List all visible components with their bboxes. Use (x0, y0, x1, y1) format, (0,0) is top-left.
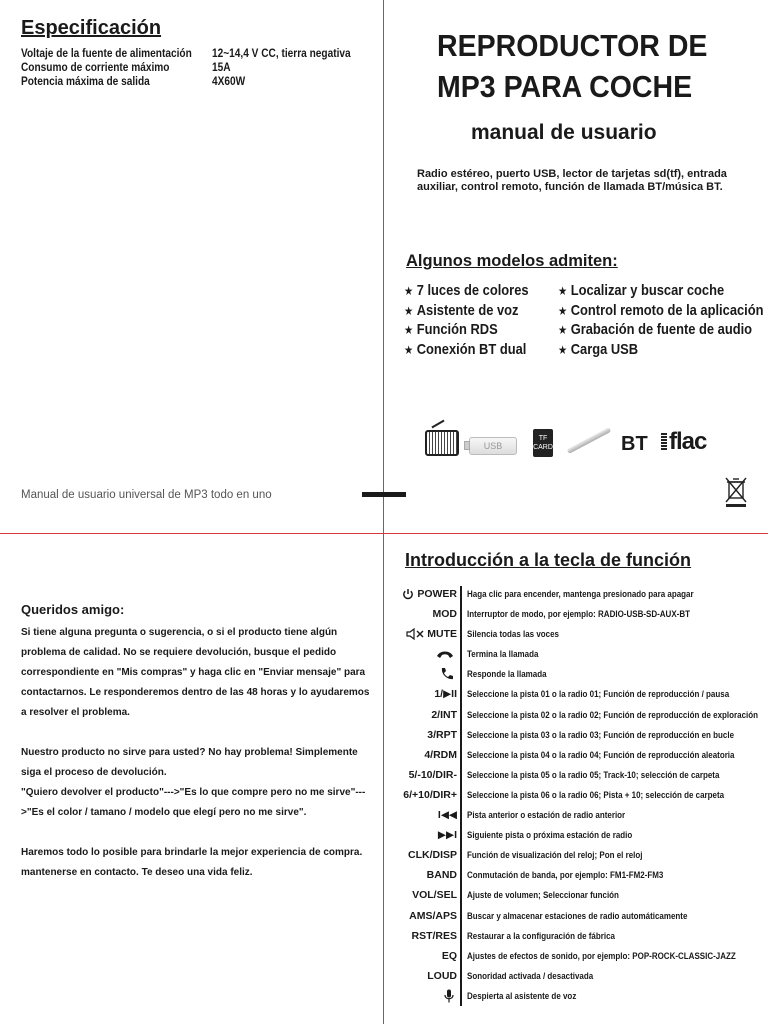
spec-label: Potencia máxima de salida (21, 76, 150, 88)
radio-icon (425, 430, 459, 456)
function-description: Despierta al asistente de voz (467, 990, 577, 1001)
function-key (438, 805, 457, 825)
model-label: Localizar y buscar coche (570, 282, 725, 299)
function-key (406, 624, 457, 644)
function-row (392, 825, 762, 845)
function-key (427, 966, 457, 986)
function-key (412, 885, 457, 905)
function-row (392, 986, 762, 1006)
spec-row (21, 47, 370, 61)
function-key (402, 584, 457, 604)
crossed-bin-icon (724, 476, 748, 508)
cover-title-line2: MP3 PARA COCHE (437, 69, 693, 104)
function-description: Conmutación de banda, por ejemplo: FM1-FM2-FM3 (467, 870, 664, 881)
function-key-label: ▶▶I (437, 829, 457, 842)
model-label: Asistente de voz (416, 301, 519, 319)
star-icon: ★ (558, 284, 568, 298)
function-row (392, 906, 762, 926)
star-icon: ★ (404, 303, 414, 318)
function-key (408, 845, 457, 865)
aux-cable-icon (567, 427, 612, 454)
function-key (427, 725, 457, 745)
function-key-label: 3/RPT (427, 728, 457, 741)
function-key (434, 684, 457, 704)
function-description: Pista anterior o estación de radio anterior (467, 810, 626, 821)
model-item (404, 281, 529, 301)
model-item (404, 340, 529, 360)
function-description: Ajustes de efectos de sonido, por ejemplo: POP-ROCK-CLASSIC-JAZZ (467, 950, 736, 961)
function-key-label: POWER (417, 588, 457, 600)
spec-value: 4X60W (212, 76, 246, 88)
function-row (392, 926, 762, 946)
function-key-label: MOD (432, 608, 457, 621)
function-key-label: 5/-10/DIR- (408, 768, 457, 781)
functions-title: Introducción a la tecla de función (405, 550, 692, 570)
function-key-label: EQ (441, 949, 457, 962)
model-label: Carga USB (570, 340, 639, 358)
function-row (392, 946, 762, 966)
function-key-label: 4/RDM (424, 748, 457, 761)
function-key (424, 745, 457, 765)
letter-paragraph (21, 743, 366, 823)
function-key-label: 1/▶II (434, 688, 457, 701)
star-icon: ★ (404, 342, 414, 357)
star-icon: ★ (558, 342, 568, 357)
letter-line: problema de calidad. No se requiere devolución, busque el pedido (21, 647, 337, 658)
function-row (392, 604, 762, 624)
function-key (442, 946, 457, 966)
function-row (392, 805, 762, 825)
function-key-label: 6/+10/DIR+ (403, 788, 457, 801)
function-key (438, 825, 457, 845)
function-description: Termina la llamada (467, 649, 539, 660)
function-description: Restaurar a la configuración de fábrica (467, 930, 615, 941)
star-icon: ★ (558, 323, 568, 337)
power-icon (402, 588, 414, 600)
model-label: Control remoto de la aplicación (570, 301, 764, 319)
function-description: Seleccione la pista 04 o la radio 04; Función de reproducción aleatoria (467, 749, 735, 760)
function-row (392, 644, 762, 664)
spec-table (21, 47, 370, 89)
function-row (392, 745, 762, 765)
function-row (392, 705, 762, 725)
model-item (558, 320, 764, 340)
function-row (392, 845, 762, 865)
function-description: Buscar y almacenar estaciones de radio automáticamente (467, 910, 688, 921)
function-key-label: AMS/APS (409, 909, 457, 922)
function-description: Interruptor de modo, por ejemplo: RADIO-USB-SD-AUX-BT (467, 609, 690, 620)
function-description: Responde la llamada (467, 669, 547, 680)
model-label: Conexión BT dual (416, 340, 527, 358)
cover-title-line1: REPRODUCTOR DE (437, 28, 708, 63)
letter-line: "Quiero devolver el producto"--->"Es lo que compre pero no me sirve"--- (21, 787, 366, 798)
feature-icons (425, 426, 725, 462)
model-item (558, 281, 764, 301)
spec-value: 12~14,4 V CC, tierra negativa (212, 48, 351, 60)
letter-line: Si tiene alguna pregunta o sugerencia, o si el producto tiene algún (21, 627, 338, 638)
function-key (444, 986, 457, 1006)
function-key (403, 785, 457, 805)
star-icon: ★ (404, 323, 414, 337)
model-item (404, 320, 529, 340)
star-icon: ★ (404, 284, 414, 298)
letter-line: Nuestro producto no sirve para usted? No hay problema! Simplemente (21, 747, 358, 758)
flac-label: flac (669, 428, 707, 455)
function-row (392, 885, 762, 905)
function-key-label: I◀◀ (437, 809, 457, 822)
spec-value: 15A (212, 62, 231, 74)
cover-description: Radio estéreo, puerto USB, lector de tarjetas sd(tf), entrada auxiliar, control remoto, función de llamada BT/música BT. (417, 168, 727, 193)
function-key-label: VOL/SEL (412, 889, 457, 902)
customer-letter (21, 600, 370, 903)
function-key (433, 604, 458, 624)
function-description: Seleccione la pista 03 o la radio 03; Función de reproducción en bucle (467, 729, 735, 740)
flac-icon (661, 428, 706, 456)
usb-drive-icon: USB (469, 437, 517, 455)
model-item (404, 301, 529, 321)
cover-title (437, 25, 707, 107)
star-icon: ★ (558, 303, 568, 318)
letter-line: siga el proceso de devolución. (21, 767, 167, 778)
tf-card-icon: TF CARD (533, 429, 553, 457)
function-key-label: CLK/DISP (407, 849, 457, 862)
models-title: Algunos modelos admiten: (406, 252, 618, 270)
function-description: Silencia todas las voces (467, 629, 559, 640)
model-label: Función RDS (416, 321, 498, 338)
speaker-mute-icon (406, 628, 424, 640)
fold-line-horizontal (0, 533, 768, 534)
model-label: Grabación de fuente de audio (570, 321, 753, 338)
function-key (409, 765, 457, 785)
model-label: 7 luces de colores (416, 282, 529, 299)
function-row (392, 966, 762, 986)
function-description: Seleccione la pista 06 o la radio 06; Pista + 10; selección de carpeta (467, 789, 725, 800)
function-key-label: LOUD (427, 969, 457, 982)
function-row (392, 785, 762, 805)
function-description: Haga clic para encender, mantenga presionado para apagar (467, 589, 694, 599)
spec-label: Consumo de corriente máximo (21, 62, 170, 74)
function-key (436, 644, 457, 664)
function-key-label: RST/RES (411, 929, 457, 942)
function-description: Ajuste de volumen; Seleccionar función (467, 890, 619, 901)
spec-title: Especificación (21, 17, 162, 39)
bt-icon: BT (621, 433, 648, 455)
letter-line: a resolver el problema. (21, 707, 130, 718)
function-row (392, 584, 762, 604)
function-description: Seleccione la pista 05 o la radio 05; Track-10; selección de carpeta (467, 769, 720, 780)
function-key (440, 664, 457, 684)
function-key (431, 705, 457, 725)
function-description: Seleccione la pista 01 o la radio 01; Función de reproducción / pausa (467, 689, 730, 700)
function-key-label: MUTE (427, 628, 457, 641)
cover-subtitle: manual de usuario (471, 121, 657, 144)
function-row (392, 865, 762, 885)
letter-paragraph (21, 623, 370, 723)
letter-line: Haremos todo lo posible para brindarle la mejor experiencia de compra. (21, 847, 363, 858)
letter-greeting: Queridos amigo: (21, 602, 125, 617)
function-row (392, 725, 762, 745)
model-item (558, 340, 764, 360)
spec-row (21, 61, 370, 75)
function-row (392, 664, 762, 684)
function-key (409, 906, 457, 926)
functions-table (392, 584, 762, 1006)
spec-label: Voltaje de la fuente de alimentación (21, 48, 192, 60)
function-description: Seleccione la pista 02 o la radio 02; Función de reproducción de exploración (467, 709, 759, 720)
manual-caption: Manual de usuario universal de MP3 todo en uno (21, 489, 272, 501)
function-row (392, 765, 762, 785)
model-item (558, 301, 764, 321)
letter-line: mantenerse en contacto. Te deseo una vida feliz. (21, 867, 253, 878)
fold-line-vertical (383, 0, 384, 1024)
function-description: Sonoridad activada / desactivada (467, 970, 594, 981)
letter-line: correspondiente en "Mis compras" y haga clic en "Enviar mensaje" para (21, 667, 366, 678)
fold-mark (362, 492, 406, 497)
letter-line: >"Es el color / tamano / modelo que elegí pero no me sirve". (21, 807, 307, 818)
answer-call-icon (440, 667, 454, 681)
function-row (392, 624, 762, 644)
models-list-left (404, 281, 549, 359)
spec-row (21, 75, 370, 89)
function-description: Función de visualización del reloj; Pon el reloj (467, 850, 643, 861)
letter-line: contactarnos. Le responderemos dentro de las 48 horas y lo ayudaremos (21, 687, 370, 698)
microphone-icon (444, 989, 454, 1003)
hang-up-icon (436, 649, 454, 659)
function-key-label: BAND (426, 869, 457, 882)
function-description: Siguiente pista o próxima estación de radio (467, 830, 633, 841)
function-row (392, 684, 762, 704)
function-key (427, 865, 457, 885)
models-list-right (558, 281, 768, 359)
letter-paragraph (21, 843, 366, 883)
function-key (411, 926, 457, 946)
function-key-label: 2/INT (431, 708, 457, 721)
